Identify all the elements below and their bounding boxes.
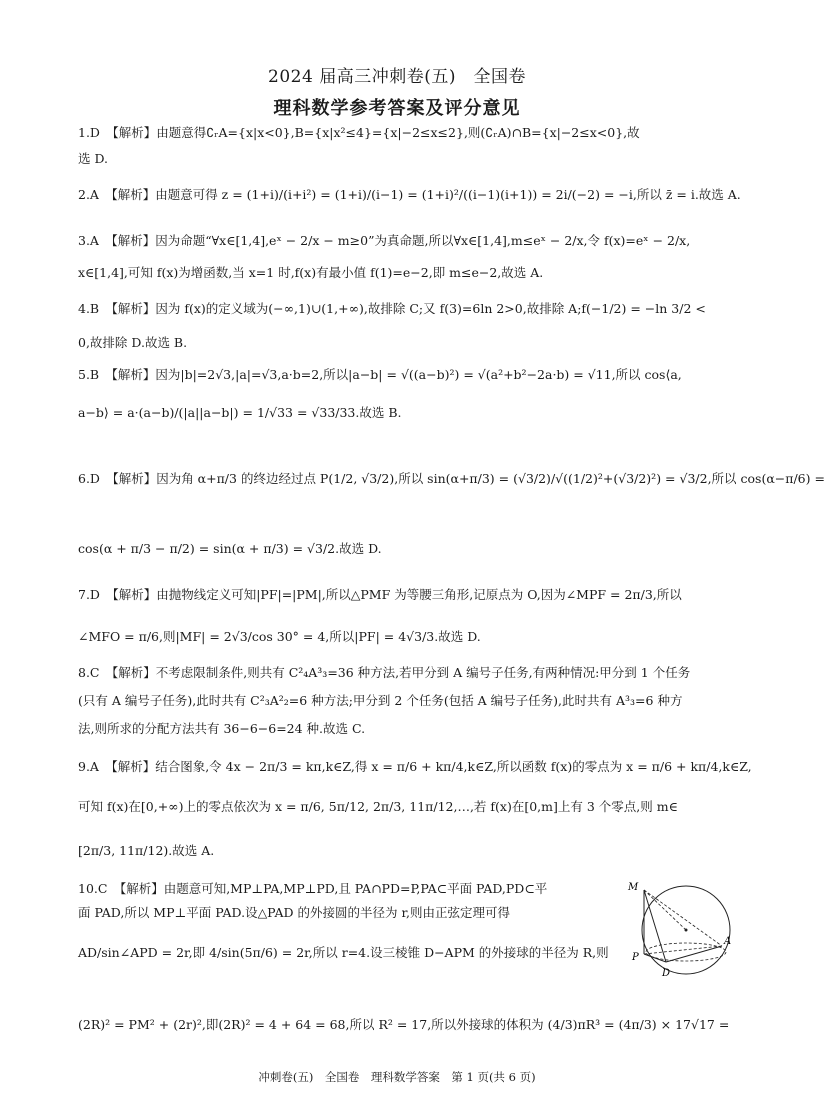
answer-line: 5.B 【解析】因为|b|=2√3,|a|=√3,a·b=2,所以|a−b| = √((a−b)²) = √(a²+b²−2a·b) = √11,所以 cos⟨a, [78, 367, 682, 382]
answer-line: AD/sin∠APD = 2r,即 4/sin(5π/6) = 2r,所以 r=4.设三棱锥 D−APM 的外接球的半径为 R,则 [78, 945, 609, 960]
answer-line: a−b⟩ = a·(a−b)/(|a||a−b|) = 1/√33 = √33/33.故选 B. [78, 405, 402, 420]
answer-line: ∠MFO = π/6,则|MF| = 2√3/cos 30° = 4,所以|PF| = 4√3/3.故选 D. [78, 629, 481, 644]
answer-line: cos(α + π/3 − π/2) = sin(α + π/3) = √3/2.故选 D. [78, 541, 382, 556]
answer-line: 9.A 【解析】结合图象,令 4x − 2π/3 = kπ,k∈Z,得 x = π/6 + kπ/4,k∈Z,所以函数 f(x)的零点为 x = π/6 + kπ/4,k∈Z, [78, 759, 752, 774]
answer-line: 可知 f(x)在[0,+∞)上的零点依次为 x = π/6, 5π/12, 2π/3, 11π/12,…,若 f(x)在[0,m]上有 3 个零点,则 m∈ [78, 799, 678, 814]
label-a: A [724, 936, 732, 947]
answer-line: x∈[1,4],可知 f(x)为增函数,当 x=1 时,f(x)有最小值 f(1)=e−2,即 m≤e−2,故选 A. [78, 265, 544, 280]
answer-line: 4.B 【解析】因为 f(x)的定义域为(−∞,1)∪(1,+∞),故排除 C;又 f(3)=6ln 2>0,故排除 A;f(−1/2) = −ln 3/2 < [78, 301, 706, 316]
answer-line: 6.D 【解析】因为角 α+π/3 的终边经过点 P(1/2, √3/2),所以 sin(α+π/3) = (√3/2)/√((1/2)²+(√3/2)²) = √3/2,所以 cos(α−π/6) = [78, 471, 825, 486]
answer-line: 1.D 【解析】由题意得∁ᵣA={x|x<0},B={x|x²≤4}={x|−2≤x≤2},则(∁ᵣA)∩B={x|−2≤x<0},故 [78, 125, 640, 140]
sphere-pyramid-figure [622, 880, 742, 980]
answer-line: 8.C 【解析】不考虑限制条件,则共有 C²₄A³₃=36 种方法,若甲分到 A 编号子任务,有两种情况:甲分到 1 个任务 [78, 665, 691, 680]
answer-line: 选 D. [78, 151, 109, 166]
label-p: P [632, 952, 639, 963]
answer-line: 3.A 【解析】因为命题“∀x∈[1,4],eˣ − 2/x − m≥0”为真命题,所以∀x∈[1,4],m≤eˣ − 2/x,令 f(x)=eˣ − 2/x, [78, 233, 691, 248]
answer-line: 10.C 【解析】由题意可知,MP⊥PA,MP⊥PD,且 PA∩PD=P,PA⊂平面 PAD,PD⊂平 [78, 881, 548, 896]
answer-line: (只有 A 编号子任务),此时共有 C²₃A²₂=6 种方法;甲分到 2 个任务(包括 A 编号子任务),此时共有 A³₃=6 种方 [78, 693, 683, 708]
answer-line: 面 PAD,所以 MP⊥平面 PAD.设△PAD 的外接圆的半径为 r,则由正弦定理可得 [78, 905, 511, 920]
label-m: M [628, 882, 639, 893]
answer-line: 7.D 【解析】由抛物线定义可知|PF|=|PM|,所以△PMF 为等腰三角形,记原点为 O,因为∠MPF = 2π/3,所以 [78, 587, 682, 602]
answer-line: [2π/3, 11π/12).故选 A. [78, 843, 215, 858]
answer-line: 法,则所求的分配方法共有 36−6−6=24 种.故选 C. [78, 721, 366, 736]
label-d: D [662, 968, 671, 979]
document-title: 2024 届高三冲刺卷(五) 全国卷 [268, 67, 526, 87]
page-footer: 冲刺卷(五) 全国卷 理科数学答案 第 1 页(共 6 页) [258, 1070, 536, 1084]
answer-line: (2R)² = PM² + (2r)²,即(2R)² = 4 + 64 = 68,所以 R² = 17,所以外接球的体积为 (4/3)πR³ = (4π/3) × 17√17 = [78, 1017, 730, 1032]
answer-line: 0,故排除 D.故选 B. [78, 335, 188, 350]
answer-line: 2.A 【解析】由题意可得 z = (1+i)/(i+i²) = (1+i)/(i−1) = (1+i)²/((i−1)(i+1)) = 2i/(−2) = −i,所以 z̄ = i.故选 A. [78, 187, 741, 202]
document-subtitle: 理科数学参考答案及评分意见 [273, 98, 521, 119]
